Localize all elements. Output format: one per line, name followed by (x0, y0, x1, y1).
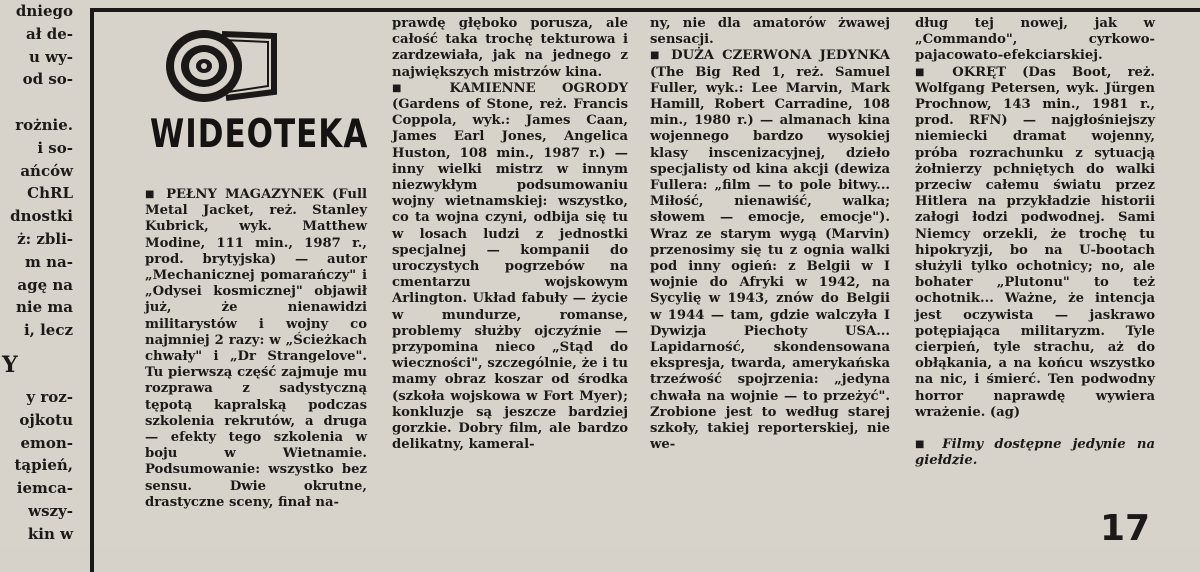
review-big-red-one (650, 48, 890, 453)
review-text: KAMIENNE OGRODY (Gardens of Stone, reż. Francis Coppola, wyk.: James Caan, James Earl Jones, Angelica Huston, 108 min., 1987 r.) — inny wielki mistrz w innym niezwykłym podsumowaniu wojny wietnamskiej: wszystko, co ta wojna czyni, odbija się tu w losach ludzi z jednostki specjalnej — kompanii do uroczystych pogrzebów na cmentarzu wojskowym Arlington. Układ fabuły — życie w mundurze, romanse, problemy służby ojczyźnie — przypomina nieco „Stąd do wieczności", szczególnie, że i tu mamy obraz koszar od środka (szkoła wojskowa w Fort Myer); konkluzje są jeszcze bardziej gorzkie. Dobry film, ale bardzo delikatny, kameral- (392, 80, 629, 453)
fragment-line: dnostki (10, 207, 73, 226)
fragment-line: i, lecz (23, 321, 73, 340)
review-continuation: dług tej nowej, jak w „Commando", cyrkowo-pajacowato-efekciarskiej. (915, 16, 1155, 64)
article-column-2 (392, 16, 628, 453)
fragment-heading: Y (2, 351, 18, 378)
fragment-line: ańców (20, 161, 73, 180)
review-text: PEŁNY MAGAZYNEK (Full Metal Jacket, reż. Stanley Kubrick, wyk. Matthew Modine, 111 min., 1987 r., prod. brytyjska) — autor „Mechanicznej pomarańczy" i „Odysei kosmicznej" objawił już, że nienawidzi militarystów i wojny co najmniej 2 razy: w „Ścieżkach chwały" i „Dr Strangelove". Tu pierwszą część zajmuje mu rozprawa z sadystyczną tępotą kapralską podczas szkolenia rekrutów, a druga — efekty tego szkolenia w boju w Wietnamie. Podsumowanie: wszystko bez sensu. Dwie okrutne, drastyczne sceny, finał na- (145, 187, 367, 510)
bullet-square-icon: ■ (392, 82, 424, 94)
review-das-boot (915, 65, 1155, 421)
fragment-line: ojkotu (19, 410, 73, 429)
availability-note (915, 437, 1155, 469)
review-text: OKRĘT (Das Boot, reż. Wolfgang Petersen, wyk. Jürgen Prochnow, 143 min., 1981 r., prod. RFN) — najgłośniejszy niemiecki dramat wojenny, próba rozrachunku z sytuacją żołnierzy pchniętych do walki przeciw całemu światu przez Hitlera na przykładzie historii załogi łodzi podwodnej. Sami Niemcy orzekli, że trochę tu hipokryzji, bo na U-bootach służyli tylko ochotnicy; no, ale bohater „Plutonu" to też ochotnik... Ważne, że intencja jest oczywista — jaskrawo potępiająca militaryzm. Tyle cierpień, tyle strachu, aż do obłąkania, a na końcu wszystko na nic, i śmierć. Ten podwodny horror naprawdę wywiera wrażenie. (ag) (915, 64, 1156, 420)
fragment-line: m na- (25, 252, 73, 271)
fragment-line: kin w (27, 524, 73, 543)
fragment-line: tąpień, (14, 456, 73, 475)
fragment-line: dniego (15, 2, 73, 20)
article-column-4 (915, 16, 1155, 469)
fragment-line: iemca- (16, 479, 73, 498)
review-continuation: ny, nie dla amatorów żwawej sensacji. (650, 16, 890, 48)
review-text: DUŻA CZERWONA JEDYNKA (The Big Red 1, reż. Samuel Fuller, wyk.: Lee Marvin, Mark Hamill, Robert Carradine, 108 min., 1980 r.) — almanach kina wojennego bardzo wysokiej klasy inscenizacyjnej, dzieło specjalisty od kina akcji (dewiza Fullera: „film — to pole bitwy... Miłość, nienawiść, walka; słowem — emocje, emocje"). Wraz ze starym wygą (Marvin) przenosimy się tu z ognia walki pod inny ogień: z Belgii w I wojnie do Afryki w 1942, na Sycylię w 1943, znów do Belgii w 1944 — tam, gdzie walczyła I Dywizja Piechoty USA... Lapidarność, skondensowana ekspresja, twarda, amerykańska trzeźwość spojrzenia: „jedyna chwała na wojnie — to przeżyć". Zrobione jest to według starej szkoły, takiej reporterskiej, nie we- (650, 48, 890, 453)
article-column-1 (145, 187, 367, 511)
fragment-line: y roz- (26, 387, 73, 406)
fragment-line: ChRL (27, 184, 73, 203)
fragment-line: emon- (20, 433, 73, 452)
fragment-line: agę na (17, 275, 73, 294)
fragment-line: nie ma (16, 298, 73, 317)
adjacent-column-fragment (0, 0, 75, 550)
fragment-line: rożnie. (15, 115, 73, 134)
review-full-metal-jacket (145, 187, 367, 511)
fragment-line: od so- (22, 70, 73, 89)
article-column-3 (650, 16, 890, 453)
note-text: Filmy dostępne jedynie na giełdzie. (915, 437, 1155, 469)
review-gardens-of-stone (392, 81, 628, 454)
fragment-line: ał de- (26, 24, 73, 43)
bullet-square-icon: ■ (145, 189, 158, 200)
film-reel-logo-icon (162, 20, 282, 115)
bullet-square-icon: ■ (915, 66, 937, 78)
fragment-line: i so- (37, 138, 73, 157)
fragment-line: u wy- (29, 47, 73, 66)
bullet-square-icon: ■ (915, 439, 932, 451)
bullet-square-icon: ■ (650, 50, 663, 62)
fragment-line: ż: zbli- (17, 229, 73, 248)
review-continuation: prawdę głęboko porusza, ale całość taka trochę tekturowa i zardzewiała, jak na jednego z największych mistrzów kina. (392, 16, 628, 80)
fragment-line (0, 91, 75, 114)
fragment-line: wszy- (28, 501, 73, 520)
page-number: 17 (1100, 508, 1151, 549)
section-logo-title: WIDEOTEKA (150, 112, 369, 157)
